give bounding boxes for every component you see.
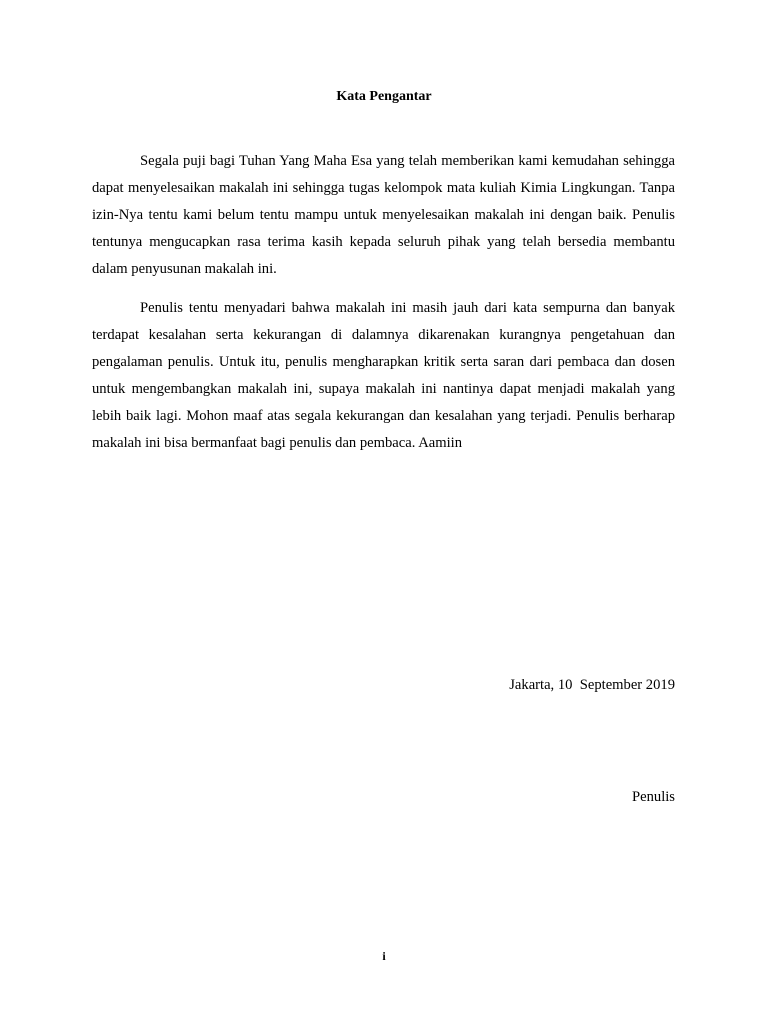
- paragraph-2: Penulis tentu menyadari bahwa makalah ini masih jauh dari kata sempurna dan banyak terdapat kesalahan serta kekurangan di dalamnya dikarenakan kurangnya pengetahuan dan pengalaman penulis. Untuk itu, penulis mengharapkan kritik serta saran dari pembaca dan dosen untuk mengembangkan makalah ini, supaya makalah ini nantinya dapat menjadi makalah yang lebih baik lagi. Mohon maaf atas segala kekurangan dan kesalahan yang terjadi. Penulis berharap makalah ini bisa bermanfaat bagi penulis dan pembaca. Aamiin: [92, 300, 675, 451]
- page-title: Kata Pengantar: [336, 89, 432, 104]
- place-date: Jakarta, 10 September 2019: [509, 677, 675, 693]
- author-signature: Penulis: [632, 789, 675, 805]
- page-number: i: [382, 949, 386, 963]
- body-text: [92, 148, 675, 469]
- paragraph-1: Segala puji bagi Tuhan Yang Maha Esa yang telah memberikan kami kemudahan sehingga dapat menyelesaikan makalah ini sehingga tugas kelompok mata kuliah Kimia Lingkungan. Tanpa izin-Nya tentu kami belum tentu mampu untuk menyelesaikan makalah ini dengan baik. Penulis tentunya mengucapkan rasa terima kasih kepada seluruh pihak yang telah bersedia membantu dalam penyusunan makalah ini.: [92, 153, 675, 277]
